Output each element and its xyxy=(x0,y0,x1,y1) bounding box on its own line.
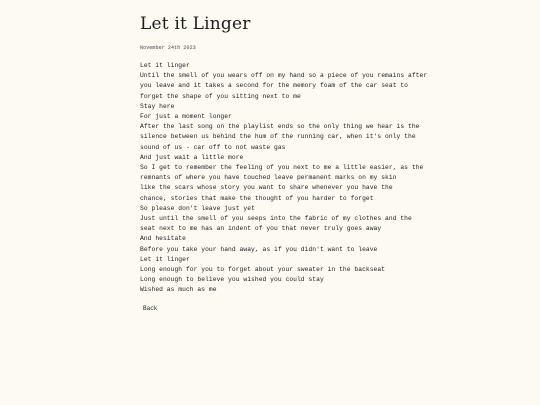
poem-line: remnants of where you have touched leave permanent marks on my skin xyxy=(140,174,397,182)
poem-line: sound of us - car off to not waste gas xyxy=(140,143,286,151)
poem-line: Before you take your hand away, as if you didn't want to leave xyxy=(140,245,378,253)
page-title: Let it Linger xyxy=(140,14,251,34)
poem-line: And hesitate xyxy=(140,235,186,243)
poem-line: So I get to remember the feeling of you next to me a little easier, as the xyxy=(140,164,424,172)
poem-line: chance, stories that make the thought of you harder to forget xyxy=(140,194,374,202)
poem-line: Until the smell of you wears off on my hand so a piece of you remains after xyxy=(140,72,428,80)
poem-line: Long enough for you to forget about your sweater in the backseat xyxy=(140,266,386,274)
poem-line: After the last song on the playlist ends so the only thing we hear is the xyxy=(140,123,420,131)
poem-line: Just until the smell of you seeps into the fabric of my clothes and the xyxy=(140,215,412,223)
poem-line: So please don't leave just yet xyxy=(140,204,255,212)
poem-line: Let it linger xyxy=(140,62,190,69)
poem-line: seat next to me has an indent of you that never truly goes away xyxy=(140,225,382,233)
poem-line: Let it linger xyxy=(140,255,190,263)
poem-line: And just wait a little more xyxy=(140,153,244,161)
post-container xyxy=(140,14,428,315)
poem-line: like the scars whose story you want to share whenever you have the xyxy=(140,184,393,192)
poem-line: you leave and it takes a second for the memory foam of the car seat to xyxy=(140,82,409,90)
poem-line: Stay here xyxy=(140,102,175,110)
post-date: November 24th 2023 xyxy=(140,45,196,51)
poem-line: For just a moment longer xyxy=(140,113,232,121)
poem-line: silence between us behind the hum of the running car, when it's only the xyxy=(140,133,416,141)
poem-body xyxy=(140,61,428,296)
poem-line: forget the shape of you sitting next to me xyxy=(140,92,301,100)
poem-line: Long enough to believe you wished you could stay xyxy=(140,276,324,284)
poem-line: Wished as much as me xyxy=(140,286,217,294)
back-link[interactable]: Back xyxy=(143,304,158,312)
